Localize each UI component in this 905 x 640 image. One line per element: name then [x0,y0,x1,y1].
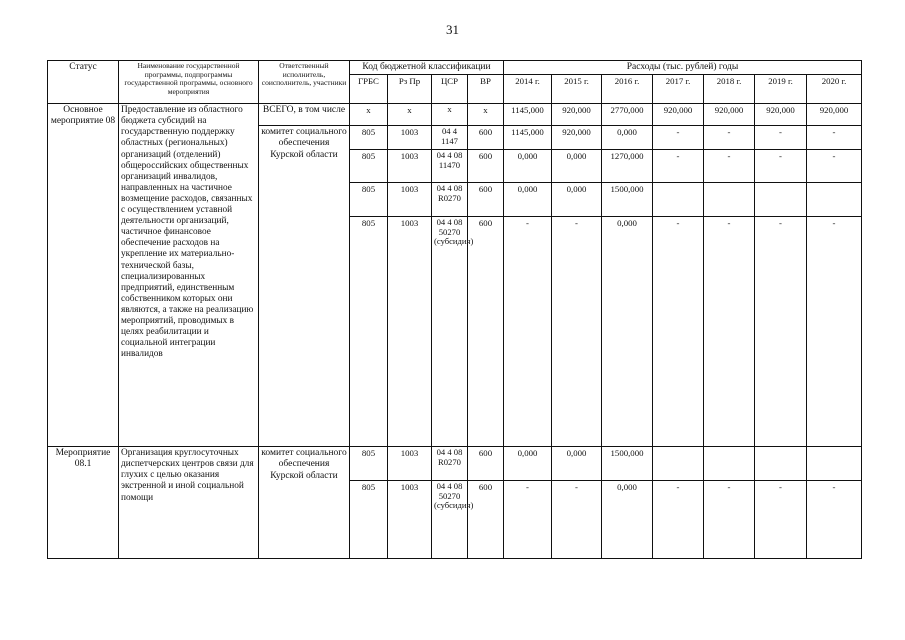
value-cell: - [504,217,552,447]
grbs-cell: 805 [350,183,388,217]
vr-cell: 600 [468,183,504,217]
value-cell: 920,000 [552,104,602,126]
page-number: 31 [446,22,459,37]
vr-cell: 600 [468,217,504,447]
value-cell [653,183,704,217]
value-cell: 1145,000 [504,126,552,150]
status-cell: Основное мероприятие 08 [48,104,119,447]
value-cell: 0,000 [602,126,653,150]
value-cell: - [755,481,807,559]
value-cell: - [807,481,862,559]
value-cell: - [704,126,755,150]
vr-cell: 600 [468,150,504,183]
header-year: 2020 г. [807,75,862,104]
value-cell: - [755,126,807,150]
value-cell [704,183,755,217]
value-cell: - [653,126,704,150]
value-cell: - [807,150,862,183]
rzpr-cell: 1003 [388,126,432,150]
csr-cell: 04 4 08 R0270 [432,447,468,481]
header-year: 2019 г. [755,75,807,104]
value-cell: 920,000 [807,104,862,126]
value-cell: 0,000 [504,150,552,183]
rzpr-cell: 1003 [388,217,432,447]
value-cell: 920,000 [704,104,755,126]
value-cell: 1500,000 [602,183,653,217]
grbs-cell: 805 [350,481,388,559]
header-year: 2017 г. [653,75,704,104]
responsible-cell: комитет социального обеспечения Курской области [259,126,350,447]
value-cell: 0,000 [504,183,552,217]
budget-table [47,60,862,559]
csr-cell: 04 4 08 R0270 [432,183,468,217]
vr-cell: 600 [468,481,504,559]
csr-cell: x [432,104,468,126]
responsible-total-cell: ВСЕГО, в том числе [259,104,350,126]
vr-cell: 600 [468,126,504,150]
value-cell: 0,000 [602,481,653,559]
header-name: Наименование государственной программы, подпрограммы государственной программы, основного мероприятия [119,61,259,104]
value-cell [653,447,704,481]
csr-cell: 04 4 08 50270 (субсидия) [432,481,468,559]
value-cell: 1500,000 [602,447,653,481]
value-cell: - [755,150,807,183]
value-cell: - [704,481,755,559]
value-cell: 0,000 [552,183,602,217]
vr-cell: 600 [468,447,504,481]
header-responsible: Ответственный исполнитель, соисполнитель, участники [259,61,350,104]
rzpr-cell: 1003 [388,481,432,559]
value-cell: 0,000 [504,447,552,481]
grbs-cell: 805 [350,447,388,481]
value-cell: - [552,217,602,447]
rzpr-cell: 1003 [388,183,432,217]
value-cell: 0,000 [602,217,653,447]
vr-cell: x [468,104,504,126]
value-cell [704,447,755,481]
value-cell: 1270,000 [602,150,653,183]
value-cell [807,447,862,481]
name-cell: Предоставление из областного бюджета субсидий на государственную поддержку областных (региональных) организаций (отделений) общероссийских общественных организаций инвалидов, направленных на частичное возмещение расходов, связанных с осуществлением уставной деятельности организаций, частичное финансовое обеспечение расходов на укрепление их материально-технической базы, специализированных предприятий, единственным собственником которых они являются, а также на реализацию мероприятий, проводимых в целях реабилитации и социальной интеграции инвалидов [119,104,259,447]
value-cell: 1145,000 [504,104,552,126]
value-cell: 0,000 [552,150,602,183]
value-cell: - [807,217,862,447]
value-cell: - [704,217,755,447]
grbs-cell: 805 [350,126,388,150]
grbs-cell: 805 [350,217,388,447]
header-vr: ВР [468,75,504,104]
value-cell: 920,000 [653,104,704,126]
grbs-cell: 805 [350,150,388,183]
value-cell: - [704,150,755,183]
rzpr-cell: 1003 [388,447,432,481]
csr-cell: 04 4 1147 [432,126,468,150]
value-cell: 0,000 [552,447,602,481]
value-cell: 920,000 [755,104,807,126]
grbs-cell: x [350,104,388,126]
responsible-cell: комитет социального обеспечения Курской области [259,447,350,559]
header-year: 2014 г. [504,75,552,104]
value-cell [807,183,862,217]
header-year: 2015 г. [552,75,602,104]
csr-cell: 04 4 08 11470 [432,150,468,183]
header-status: Статус [48,61,119,104]
header-expenses: Расходы (тыс. рублей) годы [504,61,862,75]
name-cell: Организация круглосуточных диспетчерских центров связи для глухих с целью оказания экстренной и иной социальной помощи [119,447,259,559]
rzpr-cell: 1003 [388,150,432,183]
header-csr: ЦСР [432,75,468,104]
value-cell [755,447,807,481]
status-cell: Мероприятие 08.1 [48,447,119,559]
header-rzpr: Рз Пр [388,75,432,104]
csr-cell: 04 4 08 50270 (субсидия) [432,217,468,447]
rzpr-cell: x [388,104,432,126]
value-cell: - [504,481,552,559]
value-cell: - [552,481,602,559]
header-year: 2018 г. [704,75,755,104]
table-row [48,447,862,481]
value-cell [755,183,807,217]
value-cell: 920,000 [552,126,602,150]
header-year: 2016 г. [602,75,653,104]
value-cell: - [807,126,862,150]
value-cell: - [755,217,807,447]
header-grbs: ГРБС [350,75,388,104]
table-row [48,104,862,126]
value-cell: 2770,000 [602,104,653,126]
value-cell: - [653,150,704,183]
header-budget-code: Код бюджетной классификации [350,61,504,75]
value-cell: - [653,217,704,447]
header-row-top [48,61,862,75]
value-cell: - [653,481,704,559]
